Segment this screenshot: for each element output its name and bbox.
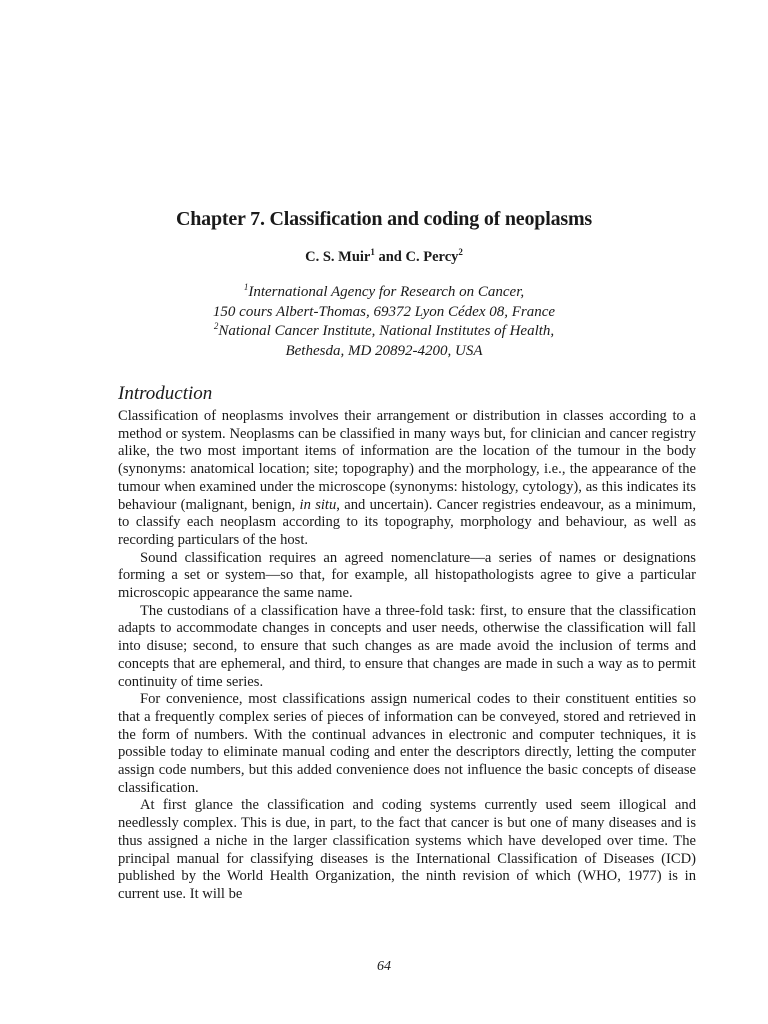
- paragraph-5: At first glance the classification and coding systems currently used seem illogical and needlessly complex. This is due, in part, to the fact that cancer is but one of many diseases and is thus assigned a niche in the larger classification systems which have developed over time. The principal manual for classifying diseases is the International Classification of Diseases (ICD) published by the World Health Organization, the ninth revision of which (WHO, 1977) is in current use. It will be: [118, 797, 696, 902]
- section-heading-introduction: Introduction: [118, 383, 213, 404]
- paragraph-3: The custodians of a classification have a three-fold task: first, to ensure that the classification adapts to accommodate changes in concepts and user needs, otherwise the classification will fall into disuse; second, to ensure that such changes as are made avoid the inclusion of terms and concepts that are ephemeral, and third, to ensure that changes are made in such a way as to permit continuity of time series.: [118, 602, 696, 690]
- author-2-affiliation-marker: 2: [458, 247, 463, 258]
- author-1-affiliation-marker: 1: [370, 247, 375, 258]
- affiliations-block: [0, 283, 768, 361]
- affiliation-1-marker: 1: [243, 282, 249, 292]
- author-2-name: C. Percy: [405, 249, 459, 265]
- author-line: [0, 249, 768, 266]
- body-text: [118, 408, 696, 904]
- affiliation-1-line-1: [0, 283, 768, 303]
- paragraph-2: Sound classification requires an agreed nomenclature—a series of names or designations forming a set or system—so that, for example, all histopathologists agree to give a particular microscopic appearance the same name.: [118, 549, 696, 602]
- affiliation-2-institution: National Cancer Institute, National Institutes of Health,: [218, 323, 555, 339]
- affiliation-2-line-1: [0, 322, 768, 342]
- paragraph-1-italic-term: in situ: [299, 496, 337, 513]
- affiliation-1-institution: International Agency for Research on Cancer,: [248, 284, 525, 300]
- paragraph-1-part-a: Classification of neoplasms involves their arrangement or distribution in classes according to a method or system. Neoplasms can be classified in many ways but, for clinician and cancer registry alike, the two most important items of information are the location of the tumour in the body (synonyms: anatomical location; site; topography) and the morphology, i.e., the appearance of the tumour when examined under the microscope (synonyms: histology, cytology), as this indicates its behaviour (malignant, benign,: [118, 408, 696, 513]
- author-conjunction: and: [374, 249, 406, 265]
- affiliation-2-address: Bethesda, MD 20892-4200, USA: [285, 342, 483, 359]
- paragraph-1: [118, 408, 696, 550]
- paragraph-1-part-b: , and uncertain). Cancer registries endeavour, as a minimum, to classify each neoplasm according to its topography, morphology and behaviour, as well as recording particulars of the host.: [118, 496, 696, 548]
- page-number: 64: [377, 959, 391, 974]
- paragraph-4: For convenience, most classifications assign numerical codes to their constituent entities so that a frequently complex series of pieces of information can be conveyed, stored and retrieved in the form of numbers. With the continual advances in electronic and computer techniques, it is possible today to eliminate manual coding and enter the descriptors directly, letting the computer assign code numbers, but this added convenience does not influence the basic concepts of disease classification.: [118, 691, 696, 796]
- author-1-name: C. S. Muir: [305, 249, 371, 265]
- chapter-title: Chapter 7. Classification and coding of neoplasms: [176, 208, 592, 230]
- affiliation-2-marker: 2: [213, 321, 219, 331]
- affiliation-1-address: 150 cours Albert-Thomas, 69372 Lyon Cédex 08, France: [212, 303, 556, 320]
